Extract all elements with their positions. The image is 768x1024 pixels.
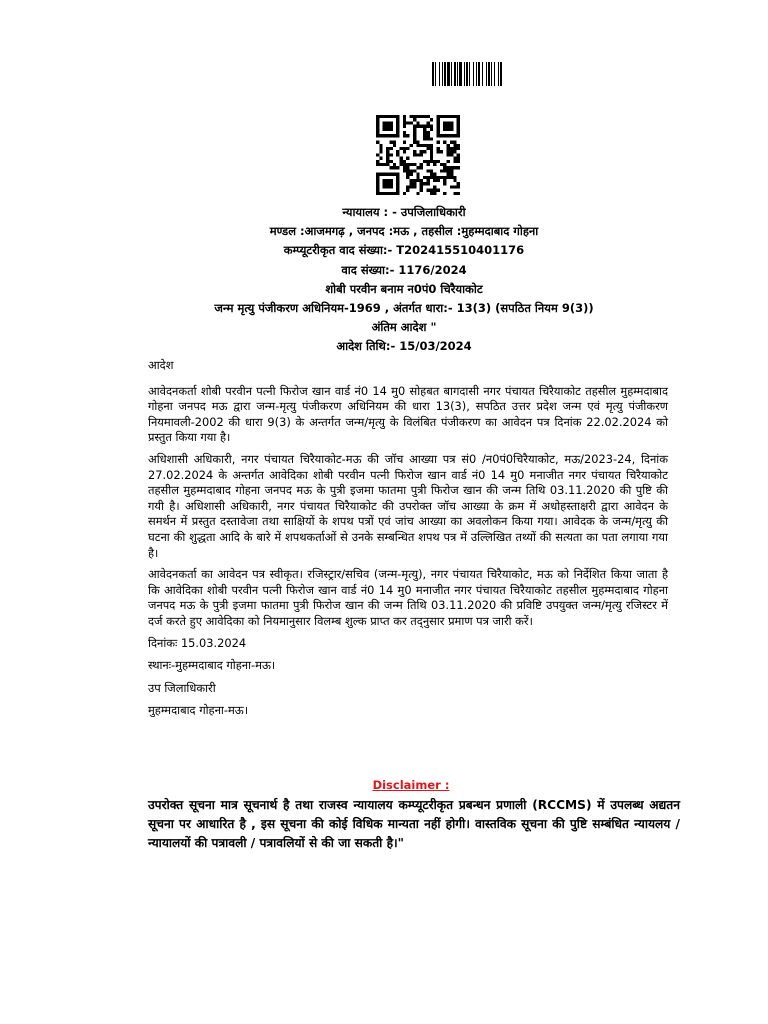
order-place-line: स्थानः-मुहम्मदाबाद गोहना-मऊ। xyxy=(148,658,276,673)
computerized-case-number: कम्प्यूटरीकृत वाद संख्या:- T202415510401176 xyxy=(283,243,525,258)
order-date: आदेश तिथि:- 15/03/2024 xyxy=(336,339,472,354)
qr-code xyxy=(376,115,460,195)
signatory-designation: उप जिलाधिकारी xyxy=(148,680,216,695)
order-heading: आदेश xyxy=(148,358,174,372)
court-name: न्यायालय : - उपजिलाधिकारी xyxy=(342,205,466,219)
disclaimer-title: Disclaimer : xyxy=(372,778,450,792)
order-paragraph-3: आवेदनकर्ता का आवेदन पत्र स्वीकृत। रजिस्ट्रार/सचिव (जन्म-मृत्यु), नगर पंचायत चिरैयाकोट, मऊ को निर्देशित किया जाता है कि आवेदिका शोबी परवीन पत्नी फिरोज खान वार्ड नं0 14 मु0 मनाजीत नगर पंचायत चिरैयाकोट तहसील मुहम्मदाबाद गोहना जनपद मऊ के पुत्री इजमा फातमा पुत्री फिरोज खान की जन्म तिथि 03.11.2020 की प्रविष्टि उपयुक्त जन्म/मृत्यु रजिस्टर में दर्ज करते हुए आवेदिका को नियमानुसार विलम्ब शुल्क प्राप्त कर तद्नुसार प्रमाण पत्र जारी करें। xyxy=(148,567,668,628)
disclaimer-text: उपरोक्त सूचना मात्र सूचनार्थ है तथा राजस्व न्यायालय कम्प्यूटरीकृत प्रबन्धन प्रणाली (RCCMS) में उपलब्ध अद्यतन सूचना पर आधारित है , इस सूचना की कोई विधिक मान्यता नहीं होगी। वास्तविक सूचना की पुष्टि सम्बंधित न्यायलय / न्यायालयों की पत्रावली / पत्रावलियों से की जा सकती है।" xyxy=(148,798,680,850)
court-location: मण्डल :आजमगढ़ , जनपद :मऊ , तहसील :मुहम्मदाबाद गोहना xyxy=(269,224,539,239)
order-paragraph-2: अधिशासी अधिकारी, नगर पंचायत चिरैयाकोट-मऊ की जॉच आख्या पत्र सं0 /न0पं0चिरैयाकोट, मऊ/2023-24, दिनांक 27.02.2024 के अन्तर्गत आवेदिका शोबी परवीन पत्नी फिरोज खान वार्ड नं0 14 मु0 मनाजीत नगर पंचायत चिरैयाकोट तहसील मुहम्मदाबाद गोहना जनपद मऊ के पुत्री इजमा फातमा पुत्री फिरोज खान की जन्म तिथि 03.11.2020 की पुष्टि की गयी है। अधिशासी अधिकारी, नगर पंचायत चिरैयाकोट की उपरोक्त जॉच आख्या के क्रम में अधोहस्ताक्षरी द्वारा आवेदन के समर्थन में प्रस्तुत दस्तावेजा तथा साक्षियों के शपथ पत्रों एवं जांच आख्या का अवलोकन किया गया। आवेदक के जन्म/मृत्यु की घटना की शुद्धता आदि के बारे में शपथकर्ताओं से उनके सम्बन्धित शपथ पत्र में उल्लिखित तथ्यों की सत्यता का पता लगाया गया है। xyxy=(148,451,668,560)
order-date-line: दिनांकः 15.03.2024 xyxy=(148,635,247,650)
applicable-act: जन्म मृत्यु पंजीकरण अधिनियम-1969 , अंतर्गत धारा:- 13(3) (सपठित नियम 9(3)) xyxy=(214,301,594,316)
case-header xyxy=(140,203,668,357)
order-paragraph-1: आवेदनकर्ता शोबी परवीन पत्नी फिरोज खान वार्ड नं0 14 मु0 सोहबत बागदासी नगर पंचायत चिरैयाकोट तहसील मुहम्मदाबाद गोहना जनपद मऊ द्वारा जन्म-मृत्यु पंजीकरण अधिनियम की धारा 13(3), सपठित उत्तर प्रदेश जन्म एवं मृत्यु पंजीकरण नियमावली-2002 की धारा 9(3) के अन्तर्गत जन्म/मृत्यु के विलंबित पंजीकरण का आवेदन पत्र दिनांक 22.02.2024 को प्रस्तुत किया गया है। xyxy=(148,383,668,445)
barcode xyxy=(432,62,562,86)
order-type: अंतिम आदेश " xyxy=(371,320,437,335)
case-parties: शोबी परवीन बनाम न0पं0 चिरैयाकोट xyxy=(325,281,483,296)
case-number: वाद संख्या:- 1176/2024 xyxy=(341,262,467,277)
signatory-office: मुहम्मदाबाद गोहना-मऊ। xyxy=(148,703,249,718)
order-body xyxy=(148,358,668,726)
